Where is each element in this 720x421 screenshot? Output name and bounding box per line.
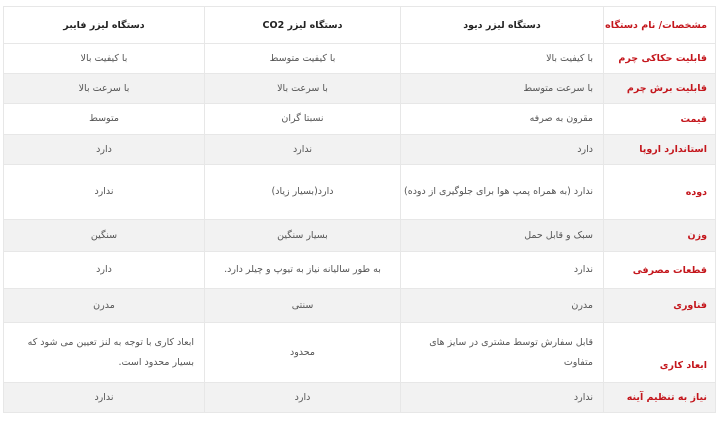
row-label-text: ابعاد کاری: [659, 360, 707, 371]
row-label: وزن: [604, 220, 716, 252]
table-row: [4, 44, 716, 74]
table-row: [4, 165, 716, 220]
table-row: [4, 323, 716, 383]
comparison-table-wrapper: [3, 6, 715, 413]
cell-co2: دارد: [205, 383, 401, 413]
table-row: [4, 252, 716, 289]
row-label: نیاز به تنظیم آینه: [604, 383, 716, 413]
row-label: دوده: [604, 165, 716, 220]
cell-diode: ندارد: [401, 252, 604, 289]
cell-co2: با سرعت بالا: [205, 74, 401, 104]
row-label: استاندارد اروپا: [604, 135, 716, 165]
table-row: [4, 104, 716, 135]
row-label: قطعات مصرفی: [604, 252, 716, 289]
cell-co2: دارد(بسیار زیاد): [205, 165, 401, 220]
cell-co2: با کیفیت متوسط: [205, 44, 401, 74]
cell-fiber: با کیفیت بالا: [4, 44, 205, 74]
cell-co2: بسیار سنگین: [205, 220, 401, 252]
cell-fiber: دارد: [4, 135, 205, 165]
table-row: [4, 383, 716, 413]
header-spec: مشخصات/ نام دستگاه: [604, 7, 716, 44]
table-row: [4, 289, 716, 323]
table-row: [4, 74, 716, 104]
header-diode: دستگاه لیزر دیود: [401, 7, 604, 44]
cell-diode: با سرعت متوسط: [401, 74, 604, 104]
table-row: [4, 135, 716, 165]
cell-diode: ندارد (به همراه پمپ هوا برای جلوگیری از دوده): [401, 165, 604, 220]
cell-diode: با کیفیت بالا: [401, 44, 604, 74]
header-co2: دستگاه لیزر CO2: [205, 7, 401, 44]
table-row: [4, 220, 716, 252]
row-label: [604, 323, 716, 383]
header-row: [4, 7, 716, 44]
cell-diode: ندارد: [401, 383, 604, 413]
comparison-table: [3, 6, 716, 413]
header-fiber: دستگاه لیزر فایبر: [4, 7, 205, 44]
row-label: فناوری: [604, 289, 716, 323]
cell-co2: محدود: [205, 323, 401, 383]
cell-diode: قابل سفارش توسط مشتری در سایز های متفاوت: [401, 323, 604, 383]
cell-co2: ندارد: [205, 135, 401, 165]
cell-fiber: دارد: [4, 252, 205, 289]
row-label: قابلیت حکاکی چرم: [604, 44, 716, 74]
cell-fiber: با سرعت بالا: [4, 74, 205, 104]
row-label: قابلیت برش چرم: [604, 74, 716, 104]
cell-fiber: ابعاد کاری با توجه به لنز تعیین می شود که بسیار محدود است.: [4, 323, 205, 383]
cell-co2: به طور سالیانه نیاز به تیوپ و چیلر دارد.: [205, 252, 401, 289]
cell-fiber: مدرن: [4, 289, 205, 323]
cell-diode: سبک و قابل حمل: [401, 220, 604, 252]
cell-fiber: متوسط: [4, 104, 205, 135]
cell-fiber: ندارد: [4, 165, 205, 220]
cell-fiber: سنگین: [4, 220, 205, 252]
cell-co2: سنتی: [205, 289, 401, 323]
cell-diode: مدرن: [401, 289, 604, 323]
cell-diode: مقرون به صرفه: [401, 104, 604, 135]
cell-co2: نسبتا گران: [205, 104, 401, 135]
cell-diode: دارد: [401, 135, 604, 165]
row-label: قیمت: [604, 104, 716, 135]
cell-fiber: ندارد: [4, 383, 205, 413]
